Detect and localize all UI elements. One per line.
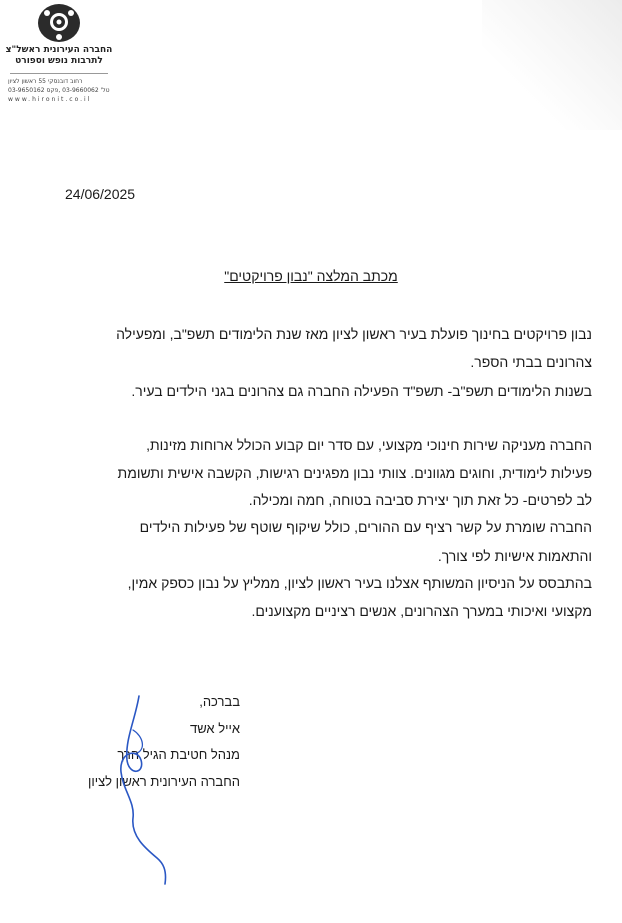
body-line: והתאמות אישיות לפי צורך. (437, 548, 592, 564)
body-line: פעילות לימודית, וחוגים מגוונים. צוותי נבון מפגינים רגישות, הקשבה אישית ותשומת (117, 465, 592, 481)
body-line: החברה מעניקה שירות חינוכי מקצועי, עם סדר יום קבוע הכולל ארוחות מזינות, (146, 437, 592, 453)
signer-name: אייל אשד (189, 720, 240, 736)
org-website: www.hironit.co.il (8, 96, 92, 103)
letter-subject: מכתב המלצה "נבון פרויקטים" (224, 268, 398, 284)
body-line: מקצועי ואיכותי במערך הצהרונים, אנשים רציניים מקצוענים. (251, 603, 592, 619)
body-line: לב לפרטים- כל זאת תוך יצירת סביבה בטוחה, חמה ומכילה. (248, 492, 592, 508)
body-line: נבון פרויקטים בחינוך פועלת בעיר ראשון לציון מאז שנת הלימודים תשפ"ב, ומפעילה (116, 326, 592, 342)
org-address: רחוב דובנסקי 55 ראשון לציון (8, 78, 83, 85)
page-corner-shading (482, 0, 622, 130)
org-phone-fax: טל' 03-9660062 ,פקס 03-9650162 (8, 87, 110, 94)
closing-greeting: בברכה, (199, 694, 240, 709)
body-line: בהתבסס על הניסיון המשותף אצלנו בעיר ראשון לציון, ממליץ על נבון כספק אמין, (127, 575, 592, 591)
letter-date: 24/06/2025 (65, 186, 136, 202)
handwritten-signature (105, 690, 185, 890)
signer-title: מנהל חטיבת הגיל הרך (117, 747, 240, 762)
body-line: החברה שומרת על קשר רציף עם ההורים, כולל שיקוף שוטף של פעילות הילדים (139, 519, 592, 535)
letterhead-divider (10, 73, 108, 74)
org-name: החברה העירונית ראשל"צ (5, 45, 113, 55)
letterhead (4, 2, 114, 104)
body-line: בשנות הלימודים תשפ"ב- תשפ"ד הפעילה החברה גם צהרונים בגני הילדים בעיר. (131, 383, 592, 399)
signer-organization: החברה העירונית ראשון לציון (87, 773, 240, 789)
company-logo (36, 2, 82, 44)
org-subtitle: לתרבות נופש וספורט (15, 56, 103, 66)
body-line: צהרונים בבתי הספר. (470, 354, 592, 370)
